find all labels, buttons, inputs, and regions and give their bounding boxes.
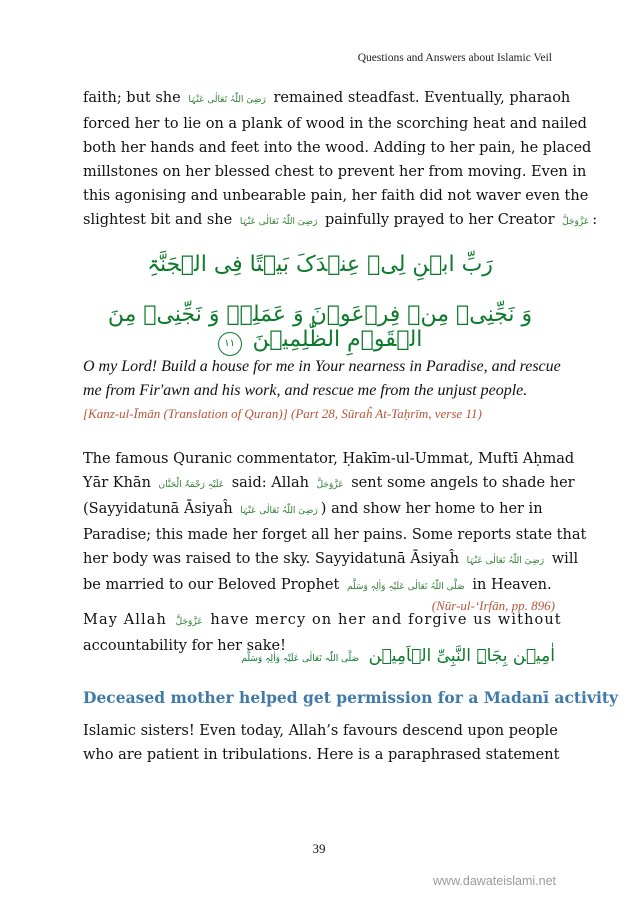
honorific-azza-wa-jall: عَزَّوَجَلَّ — [316, 480, 344, 490]
text-fragment: : — [592, 212, 598, 228]
honorific-radiya: رَضِىَ اللّٰہُ تَعَالٰی عَنْہَا — [188, 95, 266, 105]
text-line — [83, 573, 557, 599]
honorific-alayhi-rahmah: عَلَیْہِ رَحْمَۃُ الْحَنَّان — [158, 480, 225, 490]
text-line — [83, 471, 575, 497]
text-line: Islamic sisters! Even today, Allah’s favours descend upon people — [83, 723, 558, 739]
text-line: Paradise; this made her forget all her pains. Some reports state that — [83, 527, 587, 543]
text-fragment: will — [551, 551, 579, 567]
text-fragment: said: Allah — [231, 475, 309, 491]
dua-text: اٰمِیۡن بِجَاہِ النَّبِیِّ الۡاَمِیۡن — [368, 646, 555, 666]
verse-translation — [83, 355, 561, 403]
text-line: The famous Quranic commentator, Ḥakīm-ul-Ummat, Muftī Aḥmad — [83, 451, 575, 467]
text-fragment: her body was raised to the sky. Sayyidatunā Āsiyaĥ — [83, 551, 460, 567]
running-header: Questions and Answers about Islamic Veil — [357, 52, 552, 64]
text-line — [83, 547, 579, 573]
text-fragment: (Sayyidatunā Āsiyaĥ — [83, 501, 233, 517]
ameen-dua — [241, 646, 555, 666]
text-line: me from Fir'awn and his work, and rescue me from the unjust people. — [83, 382, 528, 399]
text-line: forced her to lie on a plank of wood in the scorching heat and nailed — [83, 116, 587, 132]
text-line — [83, 86, 571, 112]
honorific-radiya: رَضِىَ اللّٰہُ تَعَالٰی عَنْہَا — [239, 217, 318, 227]
dua-honorific: صَلَّی اللّٰہ تَعَالٰی عَلَیْہِ وَاٰلِہٖ وَسَلَّم — [241, 654, 360, 664]
text-line: millstones on her blessed chest to prevent her from moving. Even in — [83, 164, 587, 180]
quran-text: وَ نَجِّنِیۡ مِنۡ فِرۡعَوۡنَ وَ عَمَلِہٖ وَ نَجِّنِیۡ مِنَ الۡقَوۡمِ الظّٰلِمِیۡنَ — [107, 302, 533, 352]
honorific-azza-wa-jall: عَزَّوَجَلَّ — [562, 217, 590, 227]
text-line: who are patient in tribulations. Here is a paraphrased statement — [83, 747, 560, 763]
honorific-sallallahu: صَلَّی اللّٰہُ تَعَالٰی عَلَیْہِ وَاٰلِہٖ وَسَلَّم — [346, 582, 465, 592]
translation-reference: [Kanz-ul-Īmān (Translation of Quran)] (Part 28, Sūraĥ At-Taḥrīm, verse 11) — [83, 406, 482, 421]
text-line — [83, 497, 557, 523]
page-number: 39 — [312, 841, 326, 856]
text-line — [83, 208, 598, 234]
text-line: O my Lord! Build a house for me in Your nearness in Paradise, and rescue — [83, 358, 561, 375]
website-link[interactable]: www.dawateislami.net — [433, 874, 556, 888]
text-fragment: have mercy on her and forgive us without — [210, 612, 562, 628]
text-fragment: painfully prayed to her Creator — [324, 212, 555, 228]
text-line: this agonising and unbearable pain, her faith did not waver even the — [83, 188, 589, 204]
commentary-reference: (Nūr-ul-‘Irfān, pp. 896) — [431, 598, 555, 613]
text-fragment: slightest bit and she — [83, 212, 233, 228]
text-line: both her hands and feet into the wood. Adding to her pain, he placed — [83, 140, 592, 156]
text-fragment: May Allah — [83, 612, 167, 628]
quran-verse-line-2 — [83, 302, 557, 356]
text-line: accountability for her sake! — [83, 638, 286, 654]
honorific-radiya: رَضِىَ اللّٰہُ تَعَالٰی عَنْہَا — [240, 506, 318, 516]
ayah-number-marker: ١١ — [218, 332, 242, 356]
text-fragment: sent some angels to shade her — [351, 475, 575, 491]
paragraph-pharaoh — [83, 86, 598, 234]
section-heading: Deceased mother helped get permission for a Madanī activity — [83, 688, 618, 707]
honorific-azza-wa-jall: عَزَّوَجَلَّ — [175, 617, 203, 627]
paragraph-commentary — [83, 447, 587, 599]
text-fragment: faith; but she — [83, 90, 181, 106]
text-fragment: be married to our Beloved Prophet — [83, 577, 340, 593]
text-fragment: remained steadfast. Eventually, pharaoh — [273, 90, 571, 106]
text-fragment: Yār Khān — [83, 475, 151, 491]
paragraph-islamic-sisters — [83, 719, 560, 767]
honorific-radiya: رَضِىَ اللّٰہُ تَعَالٰی عَنْہَا — [466, 556, 545, 566]
text-fragment: in Heaven. — [472, 577, 552, 593]
text-fragment: ) and show her home to her in — [320, 501, 543, 517]
text-line — [83, 608, 562, 634]
quran-verse-line-1: رَبِّ ابۡنِ لِیۡ عِنۡدَکَ بَیۡتًا فِی الۡجَنَّۃِ — [147, 252, 493, 277]
